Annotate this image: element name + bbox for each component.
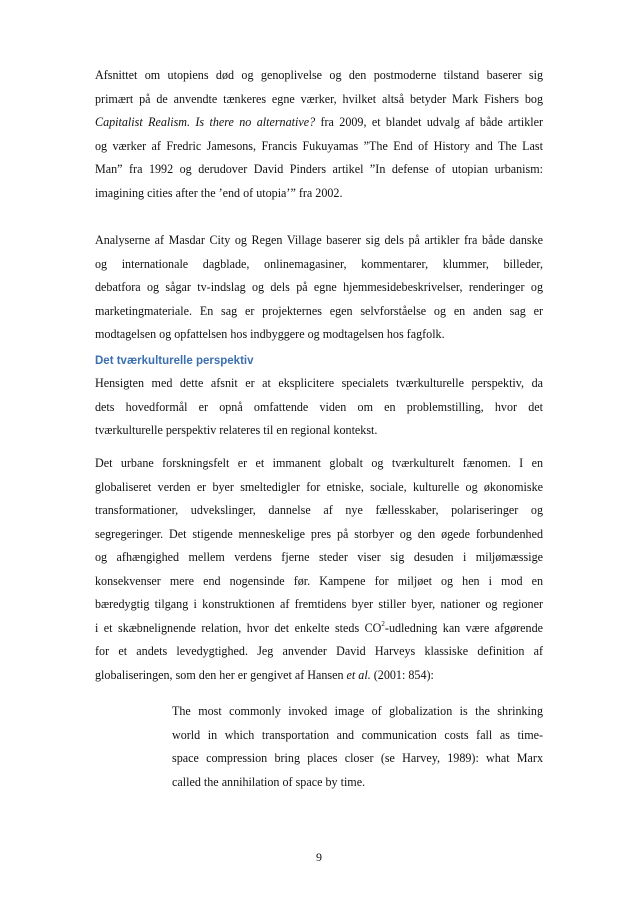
paragraph-intent <box>95 372 543 443</box>
text-span: (2001: 854): <box>370 667 434 682</box>
text-span: fra 2009, et blandet udvalg af både artikler <box>315 115 543 129</box>
text-span: i et skæbnelignende relation, hvor det enkelte steds CO <box>95 620 382 635</box>
section-heading: Det tværkulturelle perspektiv <box>95 355 254 367</box>
quote-line: space compression bring places closer (se Harvey, 1989): what Marx <box>172 751 543 765</box>
text-span: globaliseringen, som den her er gengivet af Hansen <box>95 667 347 682</box>
italic-text: et al. <box>346 667 371 682</box>
text-line: transformationer, udvekslinger, dannelse af nye fællesskaber, polariseringer og <box>95 503 543 517</box>
quote-line: The most commonly invoked image of globalization is the shrinking <box>172 704 543 718</box>
text-line: marketingmateriale. En sag er projekternes egen selvforståelse og en anden sag er <box>95 303 543 318</box>
text-line: for et andets levedygtighed. Jeg anvender David Harveys klassiske definition af <box>95 644 543 658</box>
quote-line: called the annihilation of space by time. <box>172 774 366 789</box>
text-line: konsekvenser mere end nogensinde før. Kampene for miljøet og hen i mod en <box>95 573 543 588</box>
text-line: Analyserne af Masdar City og Regen Village baserer sig dels på artikler fra både danske <box>95 233 543 247</box>
text-line: og afhængighed mellem verdens fjerne steder viser sig desuden i miljømæssige <box>95 550 543 564</box>
text-line: og internationale dagblade, onlinemagasiner, kommentarer, klummer, billeder, <box>95 256 543 271</box>
paragraph-sources-utopia <box>95 64 543 205</box>
text-line: bæredygtig tilgang i konstruktionen af fremtidens byer stiller byer, nationer og regioner <box>95 597 543 611</box>
text-line: globaliseret verden er byer smeltedigler for etniske, sociale, kulturelle og økonomiske <box>95 479 543 494</box>
text-line <box>95 617 543 641</box>
text-line <box>95 664 543 688</box>
text-line: segregeringer. Det stigende menneskelige pres på storbyer og den øgede forbundenhed <box>95 526 543 541</box>
superscript: 2 <box>381 619 385 628</box>
text-line: og værker af Fredric Jamesons, Francis Fukuyamas ”The End of History and The Last <box>95 138 543 153</box>
block-quote <box>172 700 543 794</box>
paragraph-urban-field <box>95 452 543 687</box>
text-line: dets hovedformål er opnå omfattende viden om en problemstilling, hvor det <box>95 399 543 414</box>
book-title: Capitalist Realism. Is there no alternative? <box>95 115 316 129</box>
text-line <box>95 111 543 135</box>
text-line: debatfora og sågar tv-indslag og dels på egne hjemmesidebeskrivelser, renderinger og <box>95 280 543 294</box>
text-line: Man” fra 1992 og derudover David Pinders artikel ”In defense of utopian urbanism: <box>95 162 543 176</box>
text-span: -udledning kan være afgørende <box>384 620 543 635</box>
text-line: Hensigten med dette afsnit er at eksplicitere specialets tværkulturelle perspektiv, da <box>95 376 543 390</box>
paragraph-analysis-sources <box>95 229 543 347</box>
quote-line: world in which transportation and communication costs fall as time- <box>172 727 543 742</box>
text-line: Det urbane forskningsfelt er et immanent globalt og tværkulturelt fænomen. I en <box>95 456 543 470</box>
text-line: modtagelsen og opfattelsen hos indbyggere og modtagelsen hos fagfolk. <box>95 327 445 341</box>
text-line: imagining cities after the ’end of utopia’” fra 2002. <box>95 185 343 200</box>
page-number: 9 <box>316 850 322 864</box>
text-line: tværkulturelle perspektiv relateres til en regional kontekst. <box>95 423 378 437</box>
text-line: primært på de anvendte tænkeres egne værker, hvilket altså betyder Mark Fishers bog <box>95 91 543 106</box>
text-line: Afsnittet om utopiens død og genoplivelse og den postmoderne tilstand baserer sig <box>95 68 543 82</box>
